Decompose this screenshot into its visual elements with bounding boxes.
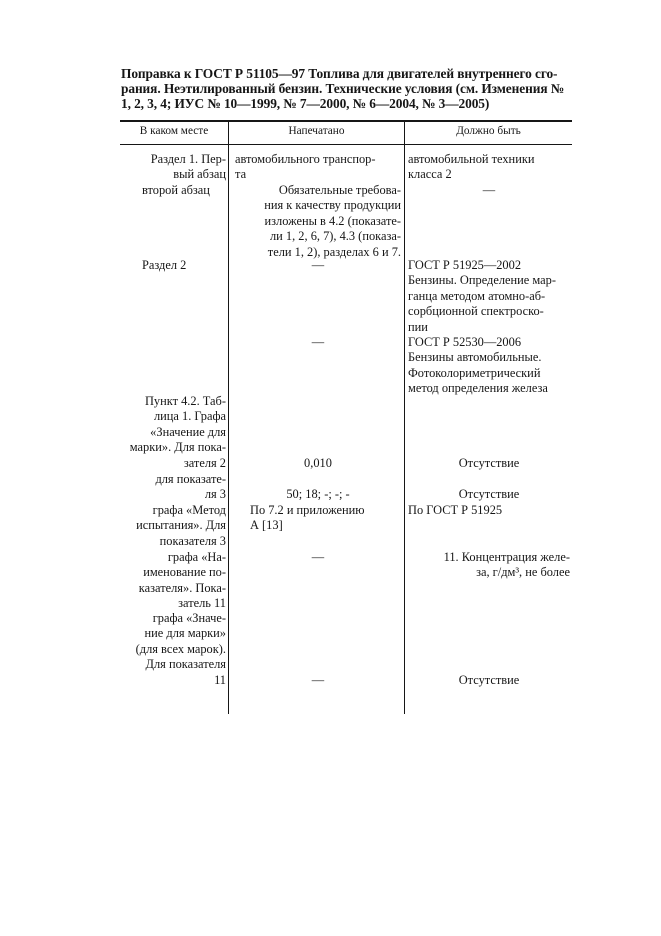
row-5-location: для показате- ля 3 [155, 472, 226, 502]
row-2-printed: Обязательные требова- ния к качеству продукции изложены в 4.2 (показате- ли 1, 2, 6, 7), 4.3 (показа- тели 1, 2), разделах 6 и 7. [264, 183, 401, 259]
document-title [121, 66, 573, 111]
title-line-1: Поправка к ГОСТ Р 51105—97 Топлива для двигателей внутреннего сго- [121, 66, 558, 81]
row-7-location: графа «На- именование по- казателя». Пока- затель 11 [138, 550, 226, 611]
title-line-3: 1, 2, 3, 4; ИУС № 10—1999, № 7—2000, № 6—2004, № 3—2005) [121, 96, 490, 111]
row-3-location: Раздел 2 [142, 258, 187, 272]
row-1-should-be: автомобильной техники класса 2 [408, 152, 535, 182]
row-6-should-be: По ГОСТ Р 51925 [408, 503, 503, 517]
row-6-printed: По 7.2 и приложению А [13] [250, 503, 365, 533]
table-top-rule [120, 120, 572, 122]
row-2-location: второй абзац [142, 183, 210, 197]
corrections-table [120, 120, 572, 714]
column-divider-2 [404, 120, 405, 714]
title-line-2: рания. Неэтилированный бензин. Технические условия (см. Изменения № [121, 81, 565, 96]
row-2-should-be: — [482, 183, 496, 197]
row-1-printed: автомобильного транспор- та [235, 152, 376, 182]
row-6-location: графа «Метод испытания». Для показателя 3 [136, 503, 226, 548]
row-4-printed: 0,010 [304, 456, 332, 470]
header-printed: Напечатано [288, 125, 345, 137]
row-3-should-be: ГОСТ Р 51925—2002 Бензины. Определение мар- ганца методом атомно-аб- сорбционной спектроско- пии [408, 258, 556, 334]
row-3-printed: — [311, 258, 325, 272]
row-5-printed: 50; 18; -; -; - [286, 487, 350, 501]
header-bottom-rule [120, 144, 572, 145]
row-3b-printed: — [311, 335, 325, 349]
row-7-should-be: 11. Концентрация желе- за, г/дм³, не более [443, 550, 570, 580]
row-7-printed: — [311, 550, 325, 564]
row-4-should-be: Отсутствие [458, 456, 520, 470]
row-5-should-be: Отсутствие [458, 487, 520, 501]
column-divider-1 [228, 120, 229, 714]
row-8-should-be: Отсутствие [458, 673, 520, 687]
row-1-location: Раздел 1. Пер- вый абзац [150, 152, 226, 182]
row-4-location: Пункт 4.2. Таб- лица 1. Графа «Значение для марки». Для пока- зателя 2 [129, 394, 226, 470]
row-8-location: графа «Значе- ние для марки» (для всех марок). Для показателя 11 [135, 611, 226, 687]
row-8-printed: — [311, 673, 325, 687]
header-location: В каком месте [139, 125, 209, 137]
row-3b-should-be: ГОСТ Р 52530—2006 Бензины автомобильные. Фотоколориметрический метод определения железа [408, 335, 548, 396]
header-should-be: Должно быть [456, 125, 521, 137]
